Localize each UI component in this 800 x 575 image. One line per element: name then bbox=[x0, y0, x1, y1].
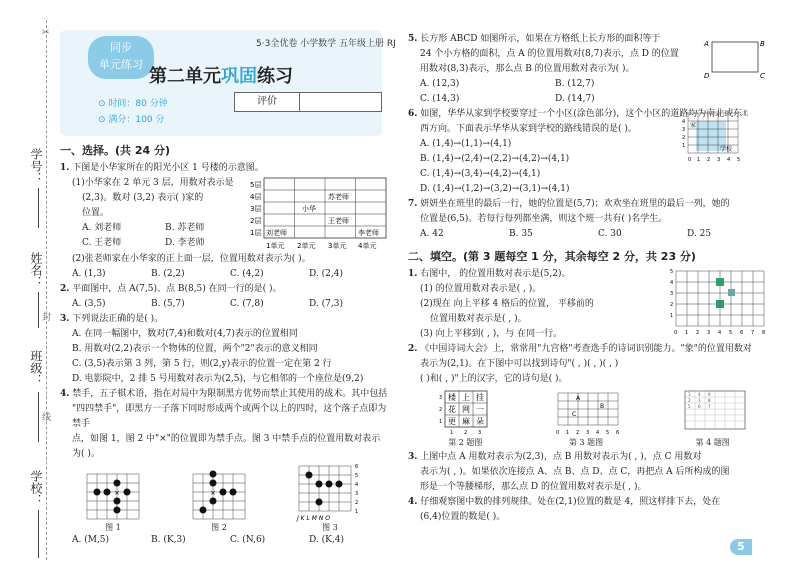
svg-text:C: C bbox=[571, 411, 577, 418]
fill-question-3: 3. 上图中点 A 用数对表示为(2,3)，点 B 用数对表示为( , )，点 C 用数对 表示为( , )。如果依次连接点 A、点 B、点 D、点 C，再把点 A 后所构成的图 形是一个等腰梯形，那么点 D 的位置用数对表示是( , )。 bbox=[408, 452, 730, 492]
svg-text:2: 2 bbox=[355, 500, 359, 506]
section-choice-title: 一、选择。(共 24 分) bbox=[60, 144, 171, 157]
name-wang: 王老师 bbox=[328, 217, 349, 225]
svg-text:4: 4 bbox=[697, 392, 701, 397]
class-line bbox=[38, 392, 39, 442]
question-5: 5. 长方形 ABCD 如图所示，如果在方格纸上长方形的面积等于 24 个小方格的面积，点 A 的位置用数对(8,7)表示，点 D 的位置 用数对(8,3)表示，那么点 B 的位置用数对表示为( )。 A. (12,3) B. (12,7) C. (14,3) D. (14,7) A B C D bbox=[408, 32, 776, 107]
header-box bbox=[60, 30, 396, 136]
svg-text:3: 3 bbox=[717, 157, 721, 163]
section-fill-title: 二、填空。(第 3 题每空 1 分，其余每空 2 分，共 23 分) bbox=[408, 250, 696, 263]
svg-text:5: 5 bbox=[605, 430, 610, 436]
line-mark: 线 bbox=[42, 413, 52, 423]
svg-text:花: 花 bbox=[448, 405, 457, 414]
name-su: 苏老师 bbox=[328, 193, 349, 201]
forbidden-mark: × bbox=[114, 489, 120, 497]
floor-label: 1层 bbox=[250, 229, 262, 237]
svg-text:3: 3 bbox=[478, 430, 482, 436]
school-label: 学校 bbox=[720, 146, 733, 153]
svg-text:1: 1 bbox=[687, 392, 691, 397]
svg-text:3: 3 bbox=[670, 291, 674, 297]
floor-label: 3层 bbox=[250, 205, 262, 213]
svg-text:3: 3 bbox=[707, 330, 711, 336]
school-line bbox=[38, 510, 39, 558]
svg-text:2: 2 bbox=[670, 302, 674, 308]
fig-label: 第 2 题图 bbox=[448, 438, 483, 447]
axis-letters: J K L M N O bbox=[297, 515, 330, 522]
points-grid bbox=[550, 389, 622, 437]
fill-question-4: 4. 仔细观察图中数的排列规律。处在(2,1)位置的数是 4，照这样排下去，处在 (6,4)位置的数是( )。 bbox=[408, 497, 721, 522]
series-badge: 同步 单元练习 bbox=[88, 36, 154, 79]
svg-text:2: 2 bbox=[696, 330, 700, 336]
name-xiaohua: 小华 bbox=[302, 205, 316, 213]
page-title: 第二单元巩固练习 bbox=[149, 66, 293, 87]
page-number: 5 bbox=[730, 539, 752, 555]
svg-text:1: 1 bbox=[439, 419, 443, 425]
svg-text:一: 一 bbox=[476, 405, 485, 414]
svg-text:6: 6 bbox=[355, 464, 359, 470]
question-1: 1. 下图是小华家所在的阳光小区 1 号楼的示意图。 (1)小华家在 2 单元 3 层，用数对表示是 (2,3)。数对 (3,2) 表示( )家的 位置。 A. 刘老师 B. 苏老师 C. 王老师 D. 李老师 5层 4层 3层 2层 1层 苏老师 小华 王老师 刘老师 李老师 1单元 2单元 3单元 4单元 (2)张老师家在小华家的正上面一层，位置用数对表示为( )。 A. (1,3) B. (2,2) C. (4,2) D. (2,4) bbox=[60, 161, 388, 282]
svg-text:4: 4 bbox=[670, 280, 674, 286]
svg-text:B: B bbox=[599, 403, 605, 410]
svg-text:2: 2 bbox=[464, 430, 468, 436]
svg-text:C: C bbox=[760, 72, 765, 80]
svg-text:0: 0 bbox=[555, 430, 560, 436]
svg-text:D: D bbox=[704, 72, 710, 80]
series-info: 5·3全优卷 小学数学 五年级上册 RJ bbox=[256, 39, 396, 49]
svg-text:4: 4 bbox=[595, 430, 600, 436]
scissor-icon: ✂ bbox=[42, 28, 50, 38]
svg-text:2: 2 bbox=[575, 430, 580, 436]
svg-text:4: 4 bbox=[682, 119, 686, 125]
svg-text:8: 8 bbox=[762, 330, 766, 336]
svg-text:9: 9 bbox=[707, 392, 711, 397]
svg-text:朵: 朵 bbox=[476, 417, 485, 426]
svg-text:1: 1 bbox=[685, 330, 689, 336]
svg-text:3: 3 bbox=[585, 430, 590, 436]
seal-mark: 封 bbox=[42, 313, 52, 323]
svg-text:3: 3 bbox=[355, 491, 359, 497]
svg-text:5: 5 bbox=[737, 157, 741, 163]
fig-label: 图 3 bbox=[322, 523, 338, 532]
svg-text:麻: 麻 bbox=[462, 417, 471, 426]
name-label: 姓名： bbox=[29, 252, 43, 288]
svg-text:B: B bbox=[760, 40, 765, 48]
unit-label: 1单元 bbox=[266, 242, 285, 250]
class-label: 班级： bbox=[29, 350, 43, 386]
svg-text:4: 4 bbox=[355, 482, 359, 488]
student-number-line bbox=[38, 188, 39, 228]
name-li: 李老师 bbox=[358, 229, 379, 237]
unit-label: 2单元 bbox=[297, 242, 316, 250]
svg-text:1: 1 bbox=[450, 430, 454, 436]
school-label: 学校： bbox=[29, 470, 43, 506]
grade-label: 评价 bbox=[235, 93, 300, 111]
svg-text:1: 1 bbox=[670, 313, 674, 319]
building-diagram bbox=[248, 176, 388, 252]
unit-label: 3单元 bbox=[328, 242, 347, 250]
svg-text:6: 6 bbox=[615, 430, 620, 436]
svg-text:5: 5 bbox=[687, 404, 691, 409]
svg-text:0: 0 bbox=[688, 157, 692, 163]
time-limit: ⊙ 时间：80 分钟 bbox=[98, 99, 168, 109]
svg-text:5: 5 bbox=[670, 269, 674, 275]
question-6: 6. 如图，华华从家到学校要穿过一个小区(涂色部分)，这个小区的道路均为南北或东 西方向。下面表示华华从家到学校的路线错误的是( )。 A. (1,4)→(1,1)→(4,1) B. (1,4)→(2,4)→(2,2)→(4,2)→(4,1) C. (1,4)→(3,4)→(4,2)→(4,1) D. (1,4)→(1,2)→(3,2)→(3,1)→(4,1) 家 学校 北 4 3 2 1 0 1 2 3 4 5 bbox=[408, 107, 776, 197]
svg-text:2: 2 bbox=[707, 157, 711, 163]
cut-line bbox=[46, 20, 47, 560]
home-label: 家 bbox=[690, 122, 697, 129]
svg-text:5: 5 bbox=[355, 473, 359, 479]
student-number-label: 学号： bbox=[29, 148, 43, 184]
svg-text:更: 更 bbox=[448, 417, 457, 426]
forbidden-mark: × bbox=[210, 489, 216, 497]
grade-box bbox=[234, 92, 382, 112]
svg-text:1: 1 bbox=[682, 143, 686, 149]
fill-question-1: 1. 右图中， 的位置用数对表示是(5,2)。 (1) 的位置用数对表示是( , )。 (2)现在 向上平移 4 格后的位置， 平移前的 位置用数对表示是( , )。 (3) 向上平移到( , )，与 在同一行。 5 4 3 2 1 0 1 2 3 4 5 6 7 8 bbox=[408, 267, 776, 342]
svg-text:3: 3 bbox=[697, 398, 701, 403]
svg-text:2: 2 bbox=[687, 398, 691, 403]
fig-label: 第 4 题图 bbox=[695, 438, 730, 447]
svg-text:7: 7 bbox=[707, 404, 711, 409]
gomoku-figure-2 bbox=[189, 470, 249, 522]
gomoku-figure-3 bbox=[295, 462, 365, 522]
question-2: 2. 平面图中，点 A(7,5)、点 B(8,5) 在同一行的是( )。 A. (3,5) B. (5,7) C. (7,8) D. (7,3) bbox=[60, 284, 343, 309]
question-3: 3. 下列说法正确的是( )。 A. 在同一幅图中，数对(7,4)和数对(4,7)表示的位置相同 B. 用数对(2,2)表示一个物体的位置，两个"2"表示的意义相同 C. (3,5)表示第 3 列，第 5 行，则(2,y)表示的位置一定在第 2 行 D. 电影院中，2 排 5 号用数对表示为(2,5)，与它相邻的一个座位是(9,2) bbox=[60, 314, 364, 384]
svg-text:2: 2 bbox=[682, 135, 686, 141]
floor-label: 4层 bbox=[250, 193, 262, 201]
svg-text:6: 6 bbox=[740, 330, 744, 336]
north-label: 北 bbox=[742, 110, 749, 117]
svg-text:挂: 挂 bbox=[476, 393, 485, 402]
svg-text:楼: 楼 bbox=[448, 393, 457, 402]
svg-text:A: A bbox=[575, 395, 581, 402]
neighborhood-map bbox=[680, 107, 752, 169]
fig-label: 图 1 bbox=[105, 523, 121, 532]
svg-text:4: 4 bbox=[718, 330, 722, 336]
grid-figure-fill-1 bbox=[668, 267, 768, 337]
fill-question-2: 2. 《中国诗词大会》上，常常用"九宫格"考查选手的诗词识别能力。"象"的位置用数对 表示为(2,1)。在下图中可以找到诗句"( , )( , )( , ) ( )和( , )"上的汉字，它的诗句是( )。 楼 上 挂 花 网 一 更 麻 朵 3 2 1 1 2 3 第 2 题图 A B C 0 1 2 3 4 5 6 第 3 题图 1 4 9 2 3 8 5 6 7 第 4 题图 bbox=[408, 344, 752, 447]
svg-text:A: A bbox=[704, 40, 709, 48]
svg-text:网: 网 bbox=[462, 405, 471, 414]
question-4: 4. 禁手，五子棋术语，指在对局中为限制黑方优势而禁止其使用的战术。其中包括 "四四禁手"，即黑方一子落下同时形成两个或两个以上的四时，这个落子点即为禁手 点，如图 1，图 2 中"×"的位置即为禁手点。图 3 中禁手点的位置用数对表示为( )。 × 图 1 × 图 2 6 5 4 3 2 1 J K L M N O 图 3 A. (M,5) B. (K,3) C. (N,6) D. (K,4) bbox=[60, 389, 388, 545]
svg-text:1: 1 bbox=[355, 509, 359, 515]
full-score: ⊙ 满分：100 分 bbox=[98, 115, 165, 125]
right-column bbox=[408, 32, 776, 525]
fig-label: 第 3 题图 bbox=[568, 438, 604, 447]
svg-text:上: 上 bbox=[462, 393, 471, 402]
fig-label: 图 2 bbox=[211, 523, 227, 532]
floor-label: 5层 bbox=[250, 181, 262, 189]
svg-text:1: 1 bbox=[565, 430, 570, 436]
svg-text:1: 1 bbox=[697, 157, 701, 163]
name-liu: 刘老师 bbox=[266, 229, 287, 237]
rectangle-abcd bbox=[702, 36, 770, 80]
number-pattern-grid bbox=[677, 389, 749, 437]
unit-label: 4单元 bbox=[358, 242, 377, 250]
svg-text:0: 0 bbox=[674, 330, 678, 336]
name-line bbox=[38, 292, 39, 328]
svg-text:2: 2 bbox=[439, 407, 443, 413]
gomoku-figure-1 bbox=[83, 470, 143, 522]
svg-text:6: 6 bbox=[697, 404, 701, 409]
svg-text:3: 3 bbox=[682, 127, 686, 133]
svg-text:5: 5 bbox=[729, 330, 733, 336]
floor-label: 2层 bbox=[250, 217, 262, 225]
svg-text:7: 7 bbox=[751, 330, 755, 336]
nine-grid bbox=[435, 389, 495, 437]
left-column bbox=[60, 30, 396, 548]
svg-text:3: 3 bbox=[439, 395, 443, 401]
svg-text:4: 4 bbox=[727, 157, 731, 163]
svg-text:8: 8 bbox=[707, 398, 711, 403]
binding-margin bbox=[0, 0, 60, 575]
question-7: 7. 妍妍坐在班里的最后一行，她的位置是(5,7)；欢欢坐在班里的最后一列，她的 位置是(6,5)。若每行每列都坐满，则这个班一共有( )名学生。 A. 42 B. 35 C. 30 D. 25 bbox=[408, 199, 730, 239]
